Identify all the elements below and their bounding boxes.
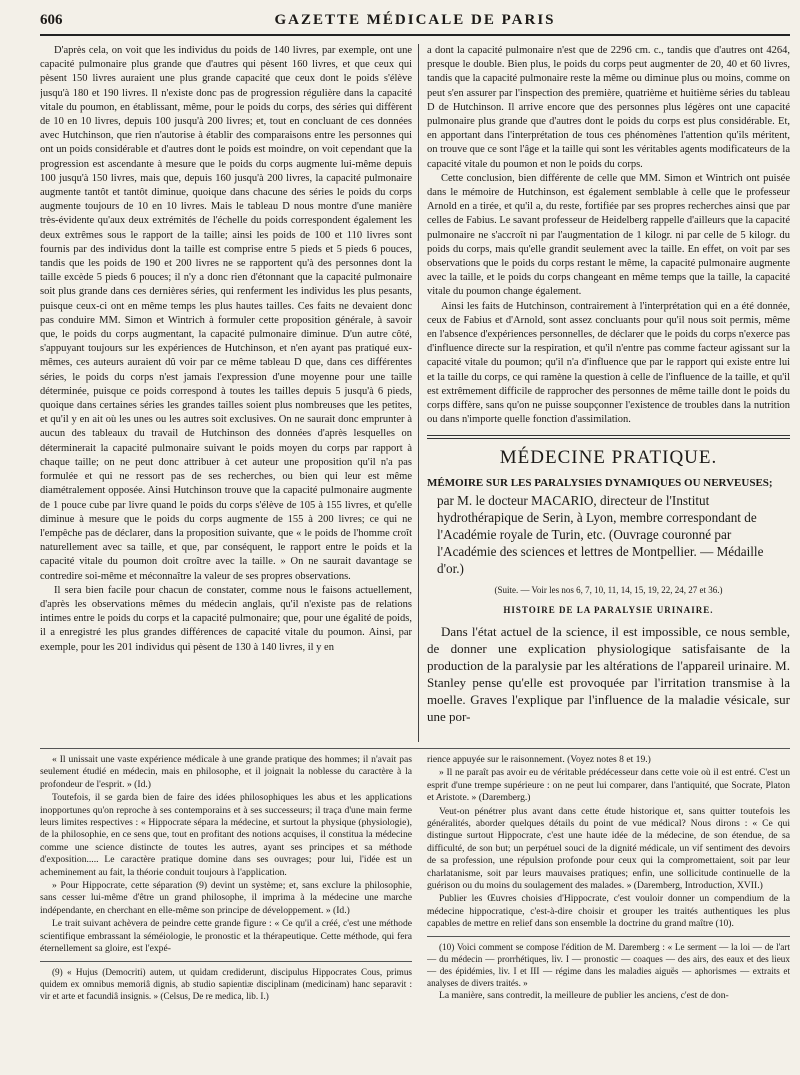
footnote-10: (10) Voici comment se compose l'édition de M. Daremberg : « Le serment — la loi — de l'art — du médecin — prorrhétiques, liv. I — pronostic — coaques — des airs, des eaux et des lieux — des épidémies, liv. I et III — régime dans les maladies aiguës — aphorismes — extraits et analyses de divers traités. » [427, 941, 790, 988]
lower-text-block [40, 754, 790, 1070]
left-column [40, 44, 412, 742]
column-divider [418, 44, 419, 742]
footnote-separator [40, 961, 412, 962]
bottom-right-paragraph-1: rience appuyée sur le raisonnement. (Voyez notes 8 et 19.) [427, 754, 651, 765]
bottom-right-paragraph-4: Publier les Œuvres choisies d'Hippocrate, c'est vouloir donner un compendium de la médecine hippocratique, c'est-à-dire choisir et grouper les traités authentiques les plus capables de mettre en relief dans son ensemble la doctrine du grand maître (10). [427, 893, 790, 930]
memoir-author: par M. le docteur MACARIO, directeur de l'Institut hydrothérapique de Serin, à Lyon, membre correspondant de l'Académie royale de Turin, etc. (Ouvrage couronné par l'Académie des sciences et lettres de Montpellier. — Médaille d'or.) [437, 492, 764, 576]
right-paragraph-2: Cette conclusion, bien différente de celle que MM. Simon et Wintrich ont puisée dans le mémoire de Hutchinson, est également semblable à celle que le professeur Arnold en a tirée, et qu'il a, du reste, fortifiée par ses propres recherches ainsi que par celles de Fabius. Le savant professeur de Heidelberg rappelle d'ailleurs que la capacité pulmonaire ne s'accroît ni par l'augmentation de 1 kilogr. ni par celle de 5 kilogr. du poids du corps, mais qu'elle grandit seulement avec la taille. En effet, on voit par ses observations que le poids du corps restant le même, la capacité pulmonaire augmente avec la taille, et le poids du corps changeant en même temps que la taille, la capacité vitale du poumon change également. [427, 172, 790, 298]
bottom-right-column [427, 754, 790, 1070]
right-paragraph-3: Ainsi les faits de Hutchinson, contrairement à l'interprétation qui en a été donnée, ceux de Fabius et d'Arnold, sont assez concluants pour qu'il nous soit permis, même en l'absence d'expériences personnelles, de déclarer que le poids du corps n'exerce pas d'influence directe sur la respiration, et qu'il n'entre pas comme facteur agissant sur la capacité vitale du poumon; qu'il n'a d'influence que par le rapport qui existe entre lui et la taille du corps, ce qui ramène la question à celle de l'influence de la taille, et qu'il est extrêmement difficile de rapprocher des personnes de même taille dont le poids du corps diffère, sans qu'on ne puisse soupçonner l'existence de troubles dans la nutrition ou dans n'importe quelle fonction d'assimilation. [427, 300, 790, 426]
section-rule [427, 435, 790, 439]
bottom-left-paragraph-2: Toutefois, il se garda bien de faire des idées philosophiques les abus et les applications inopportunes qu'on reproche à ses contemporains et à ses successeurs; il traça d'une main ferme leurs limites respectives : « Hippocrate sépara la médecine, et surtout la physique (physiologie), de la philosophie, en ce sens que, tout en profitant des notions acquises, il constitua la médecine comme une science distincte de toutes les autres, ayant ses principes et sa méthode d'exposition..... Le caractère pratique domine dans ses ouvrages; pour lui, l'idée est un acheminement au fait, la théorie conduit toujours à l'application. [40, 792, 412, 878]
upper-text-block [40, 44, 790, 742]
bottom-right-paragraph-2: » Il ne paraît pas avoir eu de véritable prédécesseur dans cette voie où il est entré. C'est un esprit d'une trempe supérieure : on ne peut lui comparer, dans l'antiquité, que Socrate, Platon et Aristote. » (Daremberg.) [427, 767, 790, 804]
bottom-left-column [40, 754, 412, 1070]
footnote-9: (9) « Hujus (Democriti) autem, ut quidam crediderunt, discipulus Hippocrates Cous, primus quidem ex omnibus memoriâ dignis, ab studio sapientiæ disciplinam (medicinam) hanc separavit : vir et arte et facundiâ insignis. » (Celsus, De re medica, lib. I.) [40, 966, 412, 1001]
left-paragraph-1: D'après cela, on voit que les individus du poids de 140 livres, par exemple, ont une capacité pulmonaire plus grande que d'autres qui pèsent 160 livres, et que ceux qui pèsent 150 livres auraient une plus grande capacité que ceux dont le poids s'élève jusqu'à 180 et 190 livres. Il n'existe donc pas de progression régulière dans la capacité vitale du poumon, en établissant, même, pour le poids du corps, des séries qui diffèrent de 10 en 10 livres, depuis 100 jusqu'à 200 livres; et, tout en concluant de ces données avec Hutchinson, que rien n'autorise à établir des comparaisons entre les personnes qui ont un poids considérable et d'autres dont le poids est moindre, on voit cependant que la progression est ascendante à mesure que le poids du corps augmente lui-même depuis 100 jusqu'à 150 livres, mais que, depuis 160 jusqu'à 200 livres, la capacité pulmonaire augmente tantôt et tantôt diminue, quoique dans chacune des séries le poids du corps augmente toujours de 10 en 10 livres. Mais le tableau D nous montre d'une manière très-évidente qu'aux deux extrémités de l'échelle du poids correspondent également les deux extrêmes sous le rapport de la taille; ainsi les poids de 100 et 110 livres sont fournis par des individus dont la taille est comprise entre 5 pieds et 5 pieds 6 pouces, tandis que les poids de 190 et 200 livres ne se rapportent qu'à des personnes dont la taille excède 5 pieds 6 pouces; il n'y a donc rien d'étonnant que la capacité pulmonaire soit plus grande dans ces dernières séries, qui renferment les individus les plus pesants, puisque ceux-ci ont en même temps les plus hautes tailles. Ces faits ne devaient donc pas conduire MM. Simon et Wintrich à formuler cette proposition générale, à savoir que, le poids du corps augmentant, la capacité pulmonaire diminue. D'un autre côté, s'appuyant toujours sur les expériences de Hutchinson, et n'en ayant pas pratiqué eux-mêmes, ces auteurs auraient dû voir par ce même tableau D que, dans ces différentes séries, le poids du corps n'est jamais l'expression d'une moyenne pour une taille déterminée, puisque ce poids correspond à toutes les tailles depuis 5 jusqu'à 6 pieds, quoique dans certaines séries les grandes tailles soient plus nombreuses que les petites, et qu'il y en ait où les unes ou les autres soit exclusives. On ne saurait donc emprunter à aucun des tableaux du travail de Hutchinson des données d'après lesquelles on déterminerait la capacité pulmonaire suivant le poids moyen du corps par rapport à chaque taille; on ne peut donc attribuer à cet auteur une proposition qu'il n'a pas formulée et qui ne ressort pas de ses recherches, ou bien qui leur est même diamétralement opposée. Ainsi Hutchinson trouve que la capacité pulmonaire augmente de 1 pouce cube par livre quand le poids du corps s'élève de 105 à 155 livres, et qu'elle diminue à mesure que le poids du corps augmente de 155 à 200 livres; ce qui ne l'empêche pas de déclarer, dans la proposition suivante, que « le poids de l'homme croît naturellement avec sa taille, et que, par conséquent, le rapport entre le poids et la capacité vitale du poumon doit croître avec la taille. » On ne saurait davantage se contredire soi-même et méconnaître la valeur de ses propres observations. [40, 45, 412, 582]
feuilleton-divider [40, 748, 790, 749]
history-subheading: HISTOIRE DE LA PARALYSIE URINAIRE. [503, 604, 714, 615]
bottom-left-paragraph-3: » Pour Hippocrate, cette séparation (9) devint un système; et, sans exclure la philosophie, sans cesser lui-même d'être un grand philosophe, il imprima à la médecine une marche indépendante, en cherchant en elle-même son principe de développement. » (Id.) [40, 880, 412, 916]
footnote-separator-right [427, 936, 790, 937]
bottom-right-paragraph-3: Veut-on pénétrer plus avant dans cette étude historique et, sans quitter toutefois les généralités, aborder quelques détails du point de vue médical? Nous dirons : « Ce qui distingue surtout Hippocrate, c'est une haute idée de la médecine, de son étendue, de sa difficulté, de son but; un perpétuel souci de la dignité médicale, un vif sentiment des devoirs de sa profession, une répulsion profonde pour ceux qui la compromettaient, soit par leur charlatanisme, soit par leurs mauvaises pratiques; enfin, une sollicitude continuelle de la guérison ou du moins du soulagement des malades. » (Daremberg, Introduction, XVII.) [427, 805, 790, 892]
left-paragraph-2: Il sera bien facile pour chacun de constater, comme nous le faisons actuellement, d'après les observations mêmes du médecin anglais, qu'il n'existe pas de relations intimes entre le poids du corps et la capacité pulmonaire; que, pour une égalité de poids, il a enregistré les plus grandes différences de capacité vitale du poumon. Ainsi, par exemple, pour les 201 individus qui pèsent de 130 à 140 livres, il y en [40, 584, 412, 653]
bottom-left-paragraph-1: « Il unissait une vaste expérience médicale à une grande pratique des hommes; il n'avait pas seulement étudié en médecin, mais en philosophe, et il joignait la noblesse du caractère à la profondeur de l'esprit. » (Id.) [40, 754, 412, 790]
page-header [40, 10, 790, 36]
page-number: 606 [40, 12, 63, 28]
right-paragraph-1: a dont la capacité pulmonaire n'est que de 2296 cm. c., tandis que d'autres ont 4264, presque le double. Bien plus, le poids du corps peut augmenter de 20, 40 et 60 livres, tandis que la capacité pulmonaire reste la même ou diminue plus ou moins, comme on peut s'en assurer par l'inspection des première, quatrième et huitième séries du tableau D de Hutchinson. Il arrive encore que des personnes plus légères ont une capacité pulmonaire plus grande que d'autres dont le poids du corps est plus considérable. Et, en apportant dans l'interprétation de tous ces phénomènes l'attention qu'ils méritent, on trouve que ce sont l'âge et la taille qui sont les véritables agents modificateurs de la capacité vitale du poumon et non le poids du corps. [427, 45, 790, 170]
memoir-title: MÉMOIRE SUR LES PARALYSIES DYNAMIQUES OU NERVEUSES; [427, 476, 773, 489]
journal-title: GAZETTE MÉDICALE DE PARIS [274, 12, 556, 28]
suite-note: (Suite. — Voir les nos 6, 7, 10, 11, 14, 15, 19, 22, 24, 27 et 36.) [494, 584, 723, 595]
right-column [427, 44, 790, 742]
bottom-left-paragraph-4: Le trait suivant achèvera de peindre cette grande figure : « Ce qu'il a créé, c'est une méthode scientifique embrassant la séméiologie, le pronostic et la thérapeutique. Cette méthode, qui fera éternellement sa gloire, est l'expé- [40, 918, 412, 955]
memoir-intro: Dans l'état actuel de la science, il est impossible, ce nous semble, de donner une explication physiologique satisfaisante de la production de la paralysie par les altérations de l'appareil urinaire. M. Stanley pense qu'elle est provoquée par l'irritation transmise à la moelle. Graves l'explique par l'influence de la maladie vésicale, sur une por- [427, 624, 790, 725]
section-title: MÉDECINE PRATIQUE. [499, 447, 718, 469]
bottom-right-last-line: La manière, sans contredit, la meilleure de publier les anciens, c'est de don- [439, 989, 729, 1001]
